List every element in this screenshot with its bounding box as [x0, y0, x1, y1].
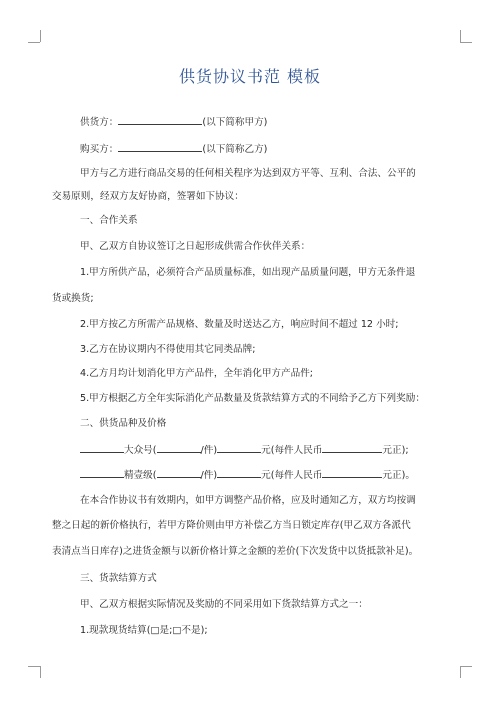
item-5: 5.甲方根据乙方全年实际消化产品数量及货款结算方式的不同给予乙方下列奖励：: [80, 393, 425, 404]
supplier-name-blank[interactable]: [118, 114, 202, 125]
product-2-name: 精壹级: [124, 470, 153, 481]
buyer-suffix: (以下简称乙方): [202, 144, 268, 155]
product-1-paren: (: [152, 445, 157, 456]
price-para-line-3: 表清点当日库存)之进货金额与以新价格计算之金额的差价(下次发货中以货抵款补足)。: [52, 546, 419, 557]
supplier-suffix: (以下简称甲方): [202, 117, 268, 128]
settlement-intro: 甲、乙双方根据实际情况及奖励的不同采用如下货款结算方式之一：: [80, 599, 368, 610]
price-para-line-1: 在本合作协议书有效期内，如甲方调整产品价格，应及时通知乙方，双方均按调: [80, 495, 416, 506]
crop-mark-top-right-h: [460, 42, 472, 43]
product-1-name: 大众号: [124, 445, 153, 456]
intro-line-1: 甲方与乙方进行商品交易的任何相关程序为达到双方平等、互利、合法、公平的: [80, 168, 416, 179]
crop-mark-bottom-right-h: [460, 666, 472, 667]
item-2: 2.甲方按乙方所需产品规格、数量及时送达乙方，响应时间不超过 12 小时;: [80, 319, 399, 330]
price-para-line-2: 整之日起的新价格执行，若甲方降价则由甲方补偿乙方当日锁定库存(甲乙双方各派代: [52, 520, 411, 531]
product-1-qty-blank[interactable]: [80, 442, 124, 453]
product-1-rmb-blank[interactable]: [322, 442, 382, 453]
product-2-line: [80, 467, 415, 483]
product-2-unit-price-blank[interactable]: [157, 467, 201, 478]
item-4: 4.乙方月均计划消化甲方产品件，全年消化甲方产品件;: [80, 368, 314, 379]
product-1-per-unit: /件): [200, 445, 218, 456]
buyer-line: [80, 141, 267, 157]
section-heading-3: 三、货款结算方式: [80, 573, 157, 584]
product-2-qty-blank[interactable]: [80, 467, 124, 478]
product-1-yuan: 元(每件人民币: [261, 445, 323, 456]
product-1-line: [80, 442, 409, 458]
crop-mark-top-left-h: [28, 42, 40, 43]
product-2-yuan-close: 元正)。: [382, 470, 415, 481]
supplier-line: [80, 114, 267, 130]
intro-line-2: 交易原则，经双方友好协商，签署如下协议：: [52, 191, 244, 202]
document-title: 供货协议书范 模板: [178, 67, 322, 86]
crop-mark-bottom-left-h: [28, 666, 40, 667]
section-heading-2: 二、供货品种及价格: [80, 418, 167, 429]
buyer-label: 购买方：: [80, 144, 119, 155]
crop-mark-top-left-v: [40, 30, 41, 42]
section-heading-1: 一、合作关系: [80, 215, 138, 226]
product-2-total-blank[interactable]: [217, 467, 261, 478]
product-1-yuan-close: 元正);: [382, 445, 409, 456]
product-2-paren: (: [152, 470, 157, 481]
crop-mark-bottom-left-v: [40, 666, 41, 678]
product-1-unit-price-blank[interactable]: [157, 442, 201, 453]
product-2-yuan: 元(每件人民币: [261, 470, 323, 481]
crop-mark-bottom-right-v: [460, 666, 461, 678]
supplier-label: 供货方：: [80, 117, 119, 128]
product-2-rmb-blank[interactable]: [322, 467, 382, 478]
item-1-line-1: 1.甲方所供产品，必须符合产品质量标准，如出现产品质量问题，甲方无条件退: [80, 267, 416, 278]
crop-mark-top-right-v: [460, 30, 461, 42]
buyer-name-blank[interactable]: [118, 141, 202, 152]
item-3: 3.乙方在协议期内不得使用其它同类品牌;: [80, 344, 256, 355]
item-1-line-2: 货或换货;: [52, 293, 94, 304]
product-2-per-unit: /件): [200, 470, 218, 481]
partnership-text: 甲、乙双方自协议签订之日起形成供需合作伙伴关系：: [80, 241, 311, 252]
settlement-item-1: 1.现款现货结算(□是;□不是);: [80, 625, 208, 636]
product-1-total-blank[interactable]: [217, 442, 261, 453]
